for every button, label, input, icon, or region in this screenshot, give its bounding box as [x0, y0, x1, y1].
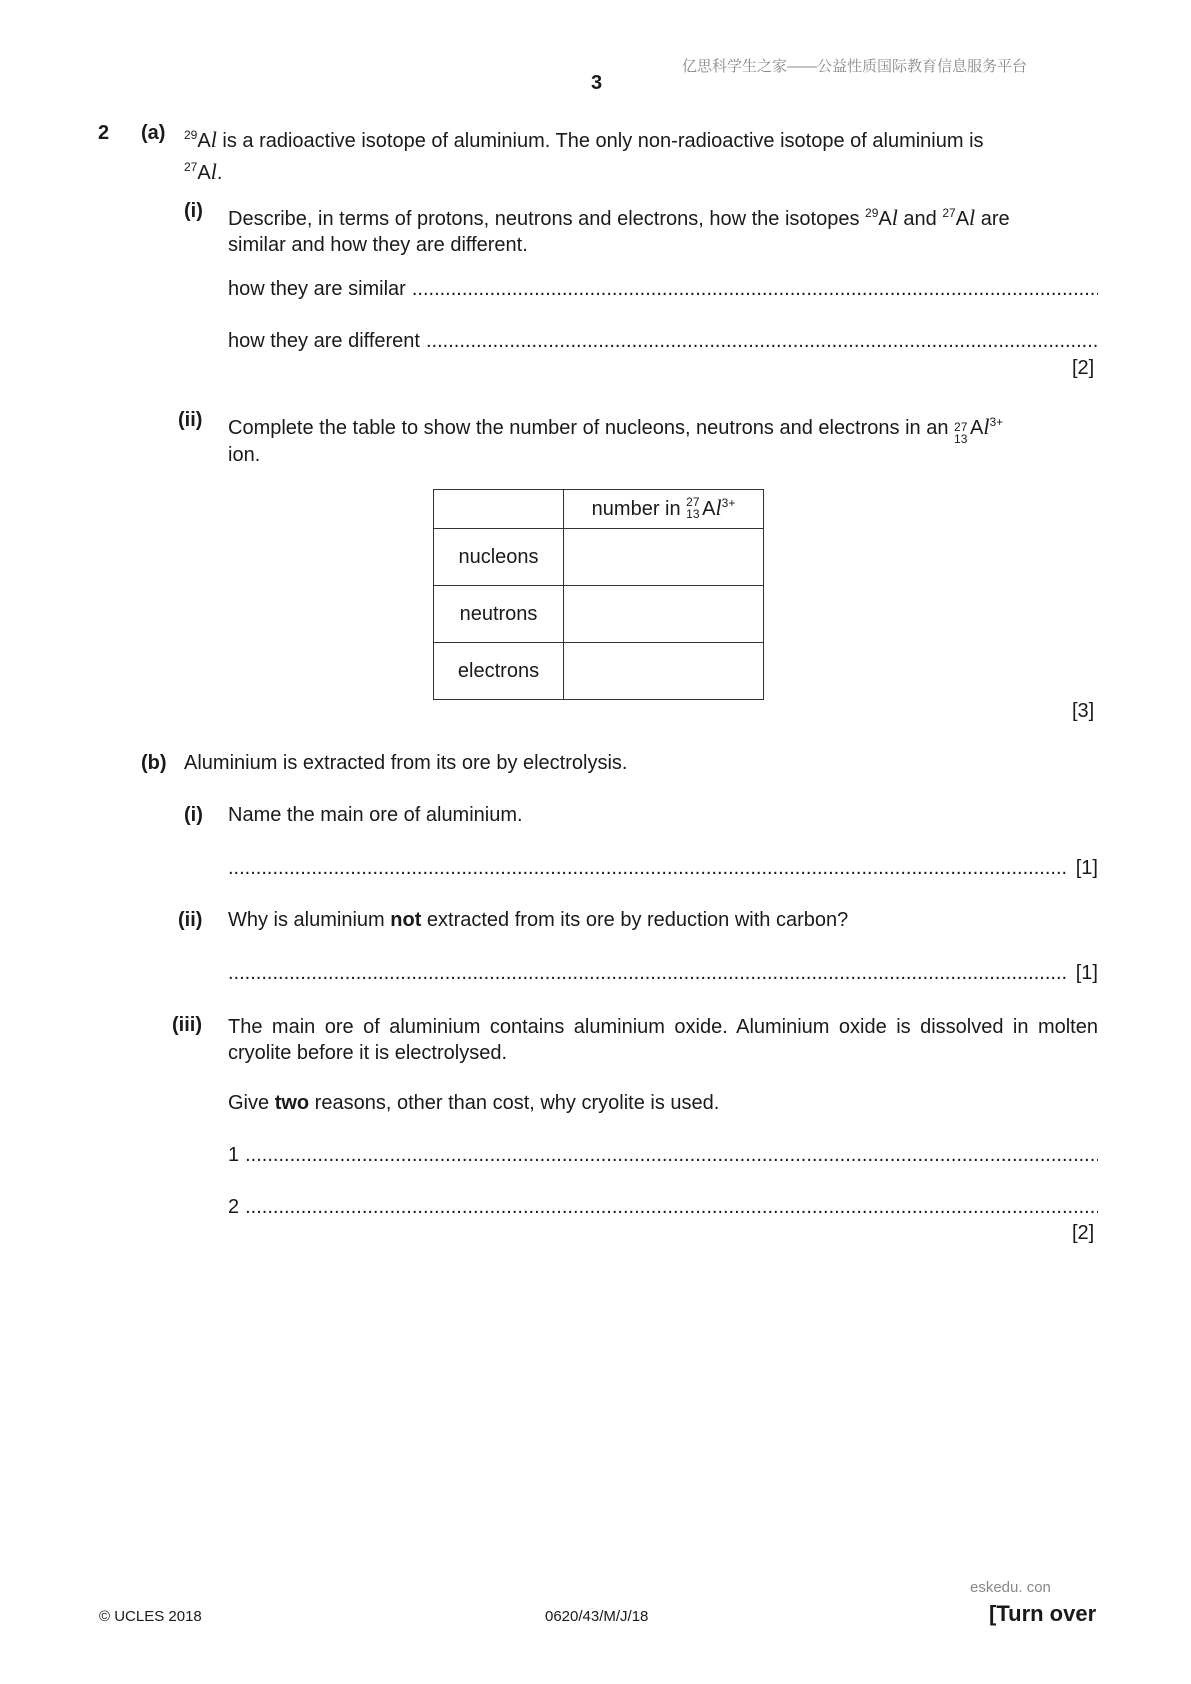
part-b-ii-label: (ii): [178, 909, 203, 931]
row-label-electrons: electrons: [434, 643, 564, 700]
carbon-answer-line[interactable]: [228, 962, 1098, 985]
page-number: 3: [591, 72, 603, 94]
copyright: © UCLES 2018: [99, 1608, 202, 1625]
part-a-ii-marks: [3]: [1072, 700, 1095, 722]
part-a-i-label: (i): [184, 200, 203, 222]
part-b-iii-text: The main ore of aluminium contains aluminium oxide. Aluminium oxide is dissolved in molten cryolite before it is electrolysed.: [228, 1016, 1098, 1064]
ore-answer-line[interactable]: [228, 857, 1098, 880]
part-b-ii-marks: [1]: [1075, 962, 1098, 984]
part-a-ii-text: Complete the table to show the number of nucleons, neutrons and electrons in an 27 13 $Al^{3+}$ ion.: [228, 414, 1004, 466]
website-watermark: eskedu. con: [970, 1579, 1051, 1596]
turn-over: [Turn over: [989, 1601, 1097, 1626]
table-corner-cell: [434, 490, 564, 529]
answer-cell-nucleons[interactable]: [564, 529, 764, 586]
part-a-intro: $^{29}$Al is a radioactive isotope of aluminium. The only non-radioactive isotope of aluminium is $^{27}$Al.: [184, 127, 984, 184]
part-b-i-marks: [1]: [1075, 857, 1098, 879]
part-b-intro: Aluminium is extracted from its ore by electrolysis.: [184, 752, 628, 774]
different-answer-line[interactable]: how they are different .....: [228, 330, 1098, 353]
part-b-iii-marks: [2]: [1072, 1222, 1095, 1244]
part-b-iii-give: Give two reasons, other than cost, why cryolite is used.: [228, 1092, 720, 1114]
part-a-label: (a): [141, 122, 166, 144]
part-b-label: (b): [141, 752, 167, 774]
part-b-i-text: Name the main ore of aluminium.: [228, 804, 523, 826]
part-a-ii-label: (ii): [178, 409, 203, 431]
similar-answer-line[interactable]: how they are similar .....: [228, 278, 1098, 301]
nucleon-table: [433, 489, 764, 700]
table-header-cell: number in 27 13 $Al^{3+}$: [564, 490, 764, 529]
answer-cell-electrons[interactable]: [564, 643, 764, 700]
reason-1-answer-line[interactable]: 1 .....: [228, 1144, 1098, 1167]
part-b-i-label: (i): [184, 804, 203, 826]
part-a-i-text: Describe, in terms of protons, neutrons and electrons, how the isotopes $^{29}$Al and $^{27}$Al are similar and how they are different.: [228, 205, 1010, 256]
row-label-nucleons: nucleons: [434, 529, 564, 586]
part-b-iii-label: (iii): [172, 1014, 202, 1036]
question-number: 2: [98, 122, 110, 144]
paper-code: 0620/43/M/J/18: [545, 1608, 649, 1625]
answer-cell-neutrons[interactable]: [564, 586, 764, 643]
part-b-ii-text: Why is aluminium not extracted from its ore by reduction with carbon?: [228, 909, 849, 931]
header-watermark: 亿思科学生之家——公益性质国际教育信息服务平台: [682, 58, 1028, 75]
reason-2-answer-line[interactable]: 2 .....: [228, 1196, 1098, 1219]
row-label-neutrons: neutrons: [434, 586, 564, 643]
part-a-i-marks: [2]: [1072, 357, 1095, 379]
